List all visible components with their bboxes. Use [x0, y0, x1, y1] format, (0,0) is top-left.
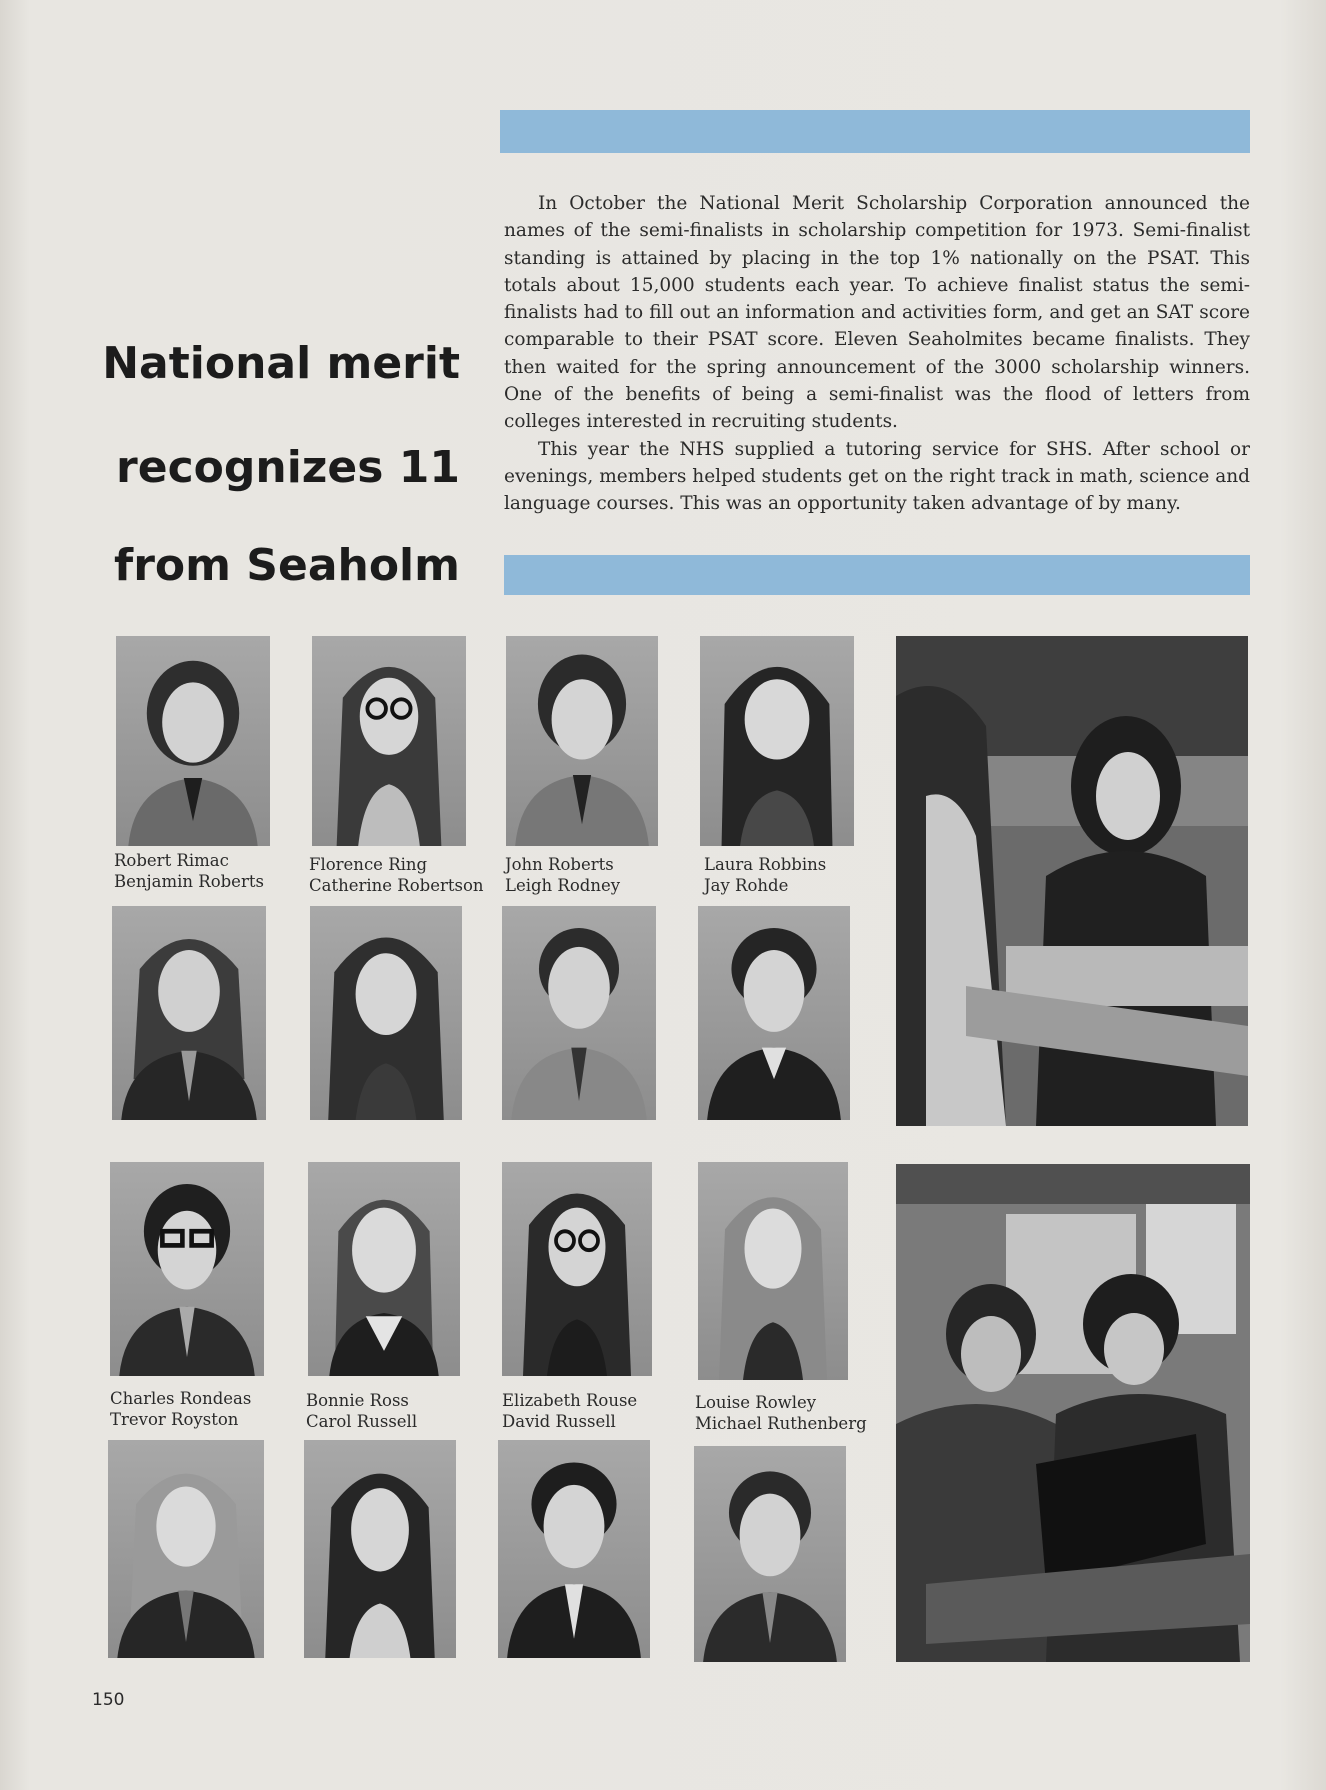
- portrait-photo: [304, 1440, 456, 1658]
- caption-pair: [695, 1392, 867, 1434]
- caption-name-bottom: David Russell: [502, 1412, 616, 1431]
- article-paragraph-1: In October the National Merit Scholarship Corporation announced the names of the semi-finalists in scholarship competition for 1973. Semi-finalist standing is attained by placing in the top 1% nationally on the PSAT. This totals about 15,000 students each year. To achieve finalist status the semi-finalists had to fill out an information and activities form, and get an SAT score comparable to their PSAT score. Eleven Seaholmites became finalists. They then waited for the spring announcement of the 3000 scholarship winners. One of the benefits of being a semi-finalist was the flood of letters from colleges interested in recruiting students.: [504, 193, 1250, 433]
- headline-line-1: National merit: [102, 338, 460, 389]
- caption-name-top: Elizabeth Rouse: [502, 1391, 638, 1410]
- top-accent-bar: [500, 110, 1250, 153]
- portrait-photo: [698, 906, 850, 1120]
- caption-name-top: Louise Rowley: [695, 1393, 817, 1412]
- portrait-photo: [506, 636, 658, 846]
- portrait-photo: [116, 636, 270, 846]
- caption-pair: [114, 850, 264, 892]
- article-paragraph-2: This year the NHS supplied a tutoring service for SHS. After school or evenings, members helped students get on the right track in math, science and language courses. This was an opportunity taken advantage of by many.: [504, 438, 1250, 515]
- caption-name-top: Florence Ring: [309, 855, 428, 874]
- portrait-photo: [108, 1440, 264, 1658]
- caption-name-bottom: Trevor Royston: [110, 1410, 239, 1429]
- caption-pair: [704, 854, 826, 896]
- portrait-photo: [312, 636, 466, 846]
- caption-name-bottom: Carol Russell: [306, 1412, 418, 1431]
- portrait-photo: [700, 636, 854, 846]
- caption-name-top: Charles Rondeas: [110, 1389, 252, 1408]
- article-body: [504, 190, 1250, 518]
- headline-line-2: recognizes 11: [116, 442, 460, 493]
- portrait-photo: [502, 1162, 652, 1376]
- portrait-photo: [110, 1162, 264, 1376]
- caption-name-bottom: Michael Ruthenberg: [695, 1414, 867, 1433]
- caption-name-bottom: Benjamin Roberts: [114, 872, 264, 891]
- portrait-photo: [498, 1440, 650, 1658]
- portrait-photo: [310, 906, 462, 1120]
- caption-name-bottom: Leigh Rodney: [505, 876, 621, 895]
- caption-name-top: Bonnie Ross: [306, 1391, 409, 1410]
- portrait-photo: [694, 1446, 846, 1662]
- portrait-photo: [698, 1162, 848, 1380]
- headline-line-3: from Seaholm: [114, 540, 460, 591]
- caption-pair: [505, 854, 620, 896]
- caption-name-top: John Roberts: [505, 855, 614, 874]
- bottom-accent-bar: [504, 555, 1250, 595]
- portrait-photo: [112, 906, 266, 1120]
- caption-name-bottom: Jay Rohde: [704, 876, 789, 895]
- caption-pair: [502, 1390, 637, 1432]
- caption-name-top: Robert Rimac: [114, 851, 229, 870]
- page-number: 150: [92, 1690, 125, 1710]
- caption-name-bottom: Catherine Robertson: [309, 876, 484, 895]
- candid-photo-study-boys: [896, 1164, 1250, 1662]
- portrait-photo: [308, 1162, 460, 1376]
- caption-pair: [110, 1388, 251, 1430]
- candid-photo-study-girl: [896, 636, 1248, 1126]
- caption-pair: [306, 1390, 417, 1432]
- caption-name-top: Laura Robbins: [704, 855, 827, 874]
- portrait-photo: [502, 906, 656, 1120]
- caption-pair: [309, 854, 484, 896]
